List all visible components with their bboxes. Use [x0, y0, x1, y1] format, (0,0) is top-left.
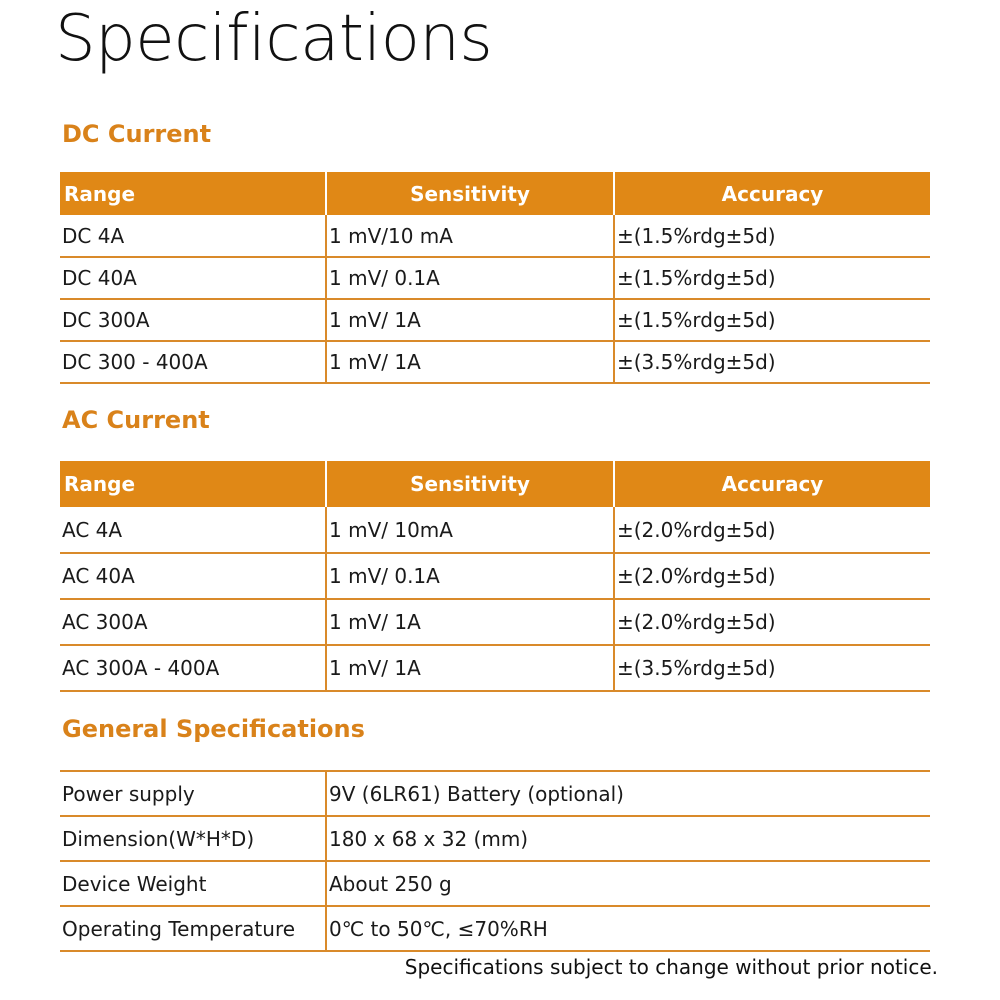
- page-title: Specifications: [55, 2, 493, 76]
- general-specifications-table: [60, 770, 930, 952]
- spec-value-cell: 180 x 68 x 32 (mm): [326, 816, 930, 861]
- range-cell: DC 4A: [60, 215, 326, 257]
- accuracy-cell: ±(2.0%rdg±5d): [614, 599, 930, 645]
- ac-header-accuracy: Accuracy: [614, 461, 930, 507]
- ac-header-sensitivity: Sensitivity: [326, 461, 614, 507]
- table-row: [60, 507, 930, 553]
- sensitivity-cell: 1 mV/ 1A: [326, 599, 614, 645]
- accuracy-cell: ±(3.5%rdg±5d): [614, 645, 930, 691]
- dc-header-sensitivity: Sensitivity: [326, 172, 614, 215]
- table-row: [60, 906, 930, 951]
- range-cell: AC 40A: [60, 553, 326, 599]
- range-cell: AC 300A: [60, 599, 326, 645]
- sensitivity-cell: 1 mV/10 mA: [326, 215, 614, 257]
- range-cell: DC 300A: [60, 299, 326, 341]
- general-specifications-heading: General Specifications: [62, 715, 365, 743]
- dc-current-heading: DC Current: [62, 120, 212, 148]
- table-row: [60, 257, 930, 299]
- accuracy-cell: ±(2.0%rdg±5d): [614, 553, 930, 599]
- range-cell: DC 40A: [60, 257, 326, 299]
- table-row: [60, 861, 930, 906]
- table-row: [60, 299, 930, 341]
- table-row: [60, 599, 930, 645]
- table-row: [60, 553, 930, 599]
- ac-current-heading: AC Current: [62, 406, 210, 434]
- accuracy-cell: ±(1.5%rdg±5d): [614, 215, 930, 257]
- ac-header-range: Range: [60, 461, 326, 507]
- range-cell: AC 300A - 400A: [60, 645, 326, 691]
- accuracy-cell: ±(1.5%rdg±5d): [614, 299, 930, 341]
- spec-value-cell: About 250 g: [326, 861, 930, 906]
- accuracy-cell: ±(1.5%rdg±5d): [614, 257, 930, 299]
- table-row: [60, 816, 930, 861]
- ac-header-row: [60, 461, 930, 507]
- table-row: [60, 215, 930, 257]
- sensitivity-cell: 1 mV/ 10mA: [326, 507, 614, 553]
- spec-value-cell: 9V (6LR61) Battery (optional): [326, 771, 930, 816]
- accuracy-cell: ±(3.5%rdg±5d): [614, 341, 930, 383]
- spec-label-cell: Device Weight: [60, 861, 326, 906]
- sensitivity-cell: 1 mV/ 0.1A: [326, 257, 614, 299]
- footer-notice: Specifications subject to change without prior notice.: [404, 955, 938, 979]
- sensitivity-cell: 1 mV/ 0.1A: [326, 553, 614, 599]
- table-row: [60, 645, 930, 691]
- table-row: [60, 771, 930, 816]
- spec-value-cell: 0℃ to 50℃, ≤70%RH: [326, 906, 930, 951]
- accuracy-cell: ±(2.0%rdg±5d): [614, 507, 930, 553]
- spec-label-cell: Dimension(W*H*D): [60, 816, 326, 861]
- ac-current-table: [60, 461, 930, 692]
- sensitivity-cell: 1 mV/ 1A: [326, 645, 614, 691]
- dc-header-row: [60, 172, 930, 215]
- dc-header-range: Range: [60, 172, 326, 215]
- sensitivity-cell: 1 mV/ 1A: [326, 299, 614, 341]
- range-cell: DC 300 - 400A: [60, 341, 326, 383]
- spec-label-cell: Power supply: [60, 771, 326, 816]
- sensitivity-cell: 1 mV/ 1A: [326, 341, 614, 383]
- spec-label-cell: Operating Temperature: [60, 906, 326, 951]
- dc-current-table: [60, 172, 930, 384]
- table-row: [60, 341, 930, 383]
- range-cell: AC 4A: [60, 507, 326, 553]
- dc-header-accuracy: Accuracy: [614, 172, 930, 215]
